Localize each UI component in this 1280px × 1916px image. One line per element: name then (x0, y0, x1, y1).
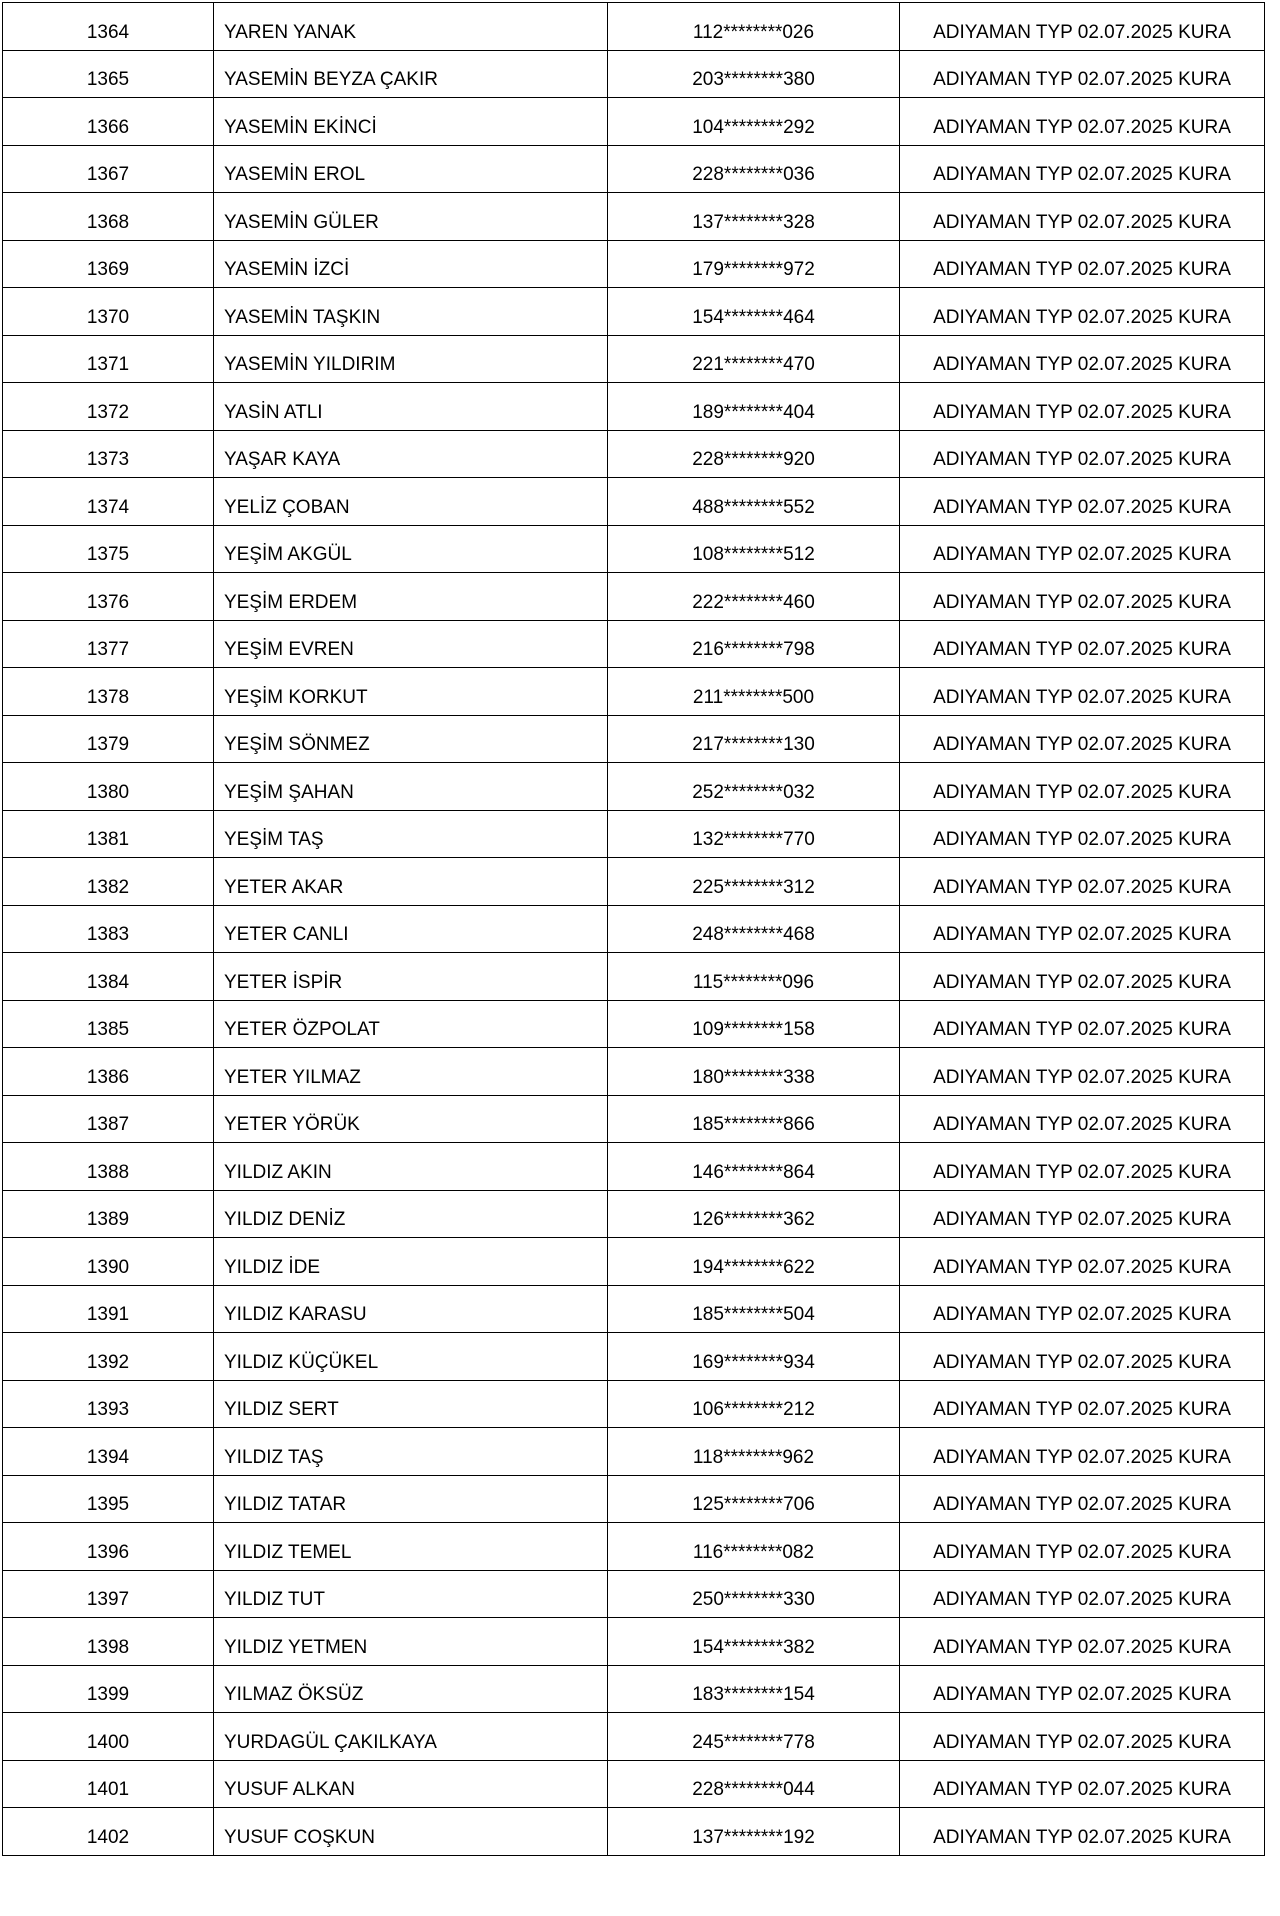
table-row (3, 193, 1265, 241)
masked-id-cell: 194********622 (608, 1238, 900, 1286)
full-name-cell: YILDIZ AKIN (214, 1143, 608, 1191)
lottery-info-cell: ADIYAMAN TYP 02.07.2025 KURA (900, 240, 1265, 288)
row-number-cell: 1401 (3, 1760, 214, 1808)
row-number-cell: 1400 (3, 1713, 214, 1761)
full-name-cell: YILDIZ TAŞ (214, 1428, 608, 1476)
row-number-cell: 1373 (3, 430, 214, 478)
row-number-cell: 1378 (3, 668, 214, 716)
table-row (3, 1570, 1265, 1618)
masked-id-cell: 116********082 (608, 1523, 900, 1571)
lottery-info-cell: ADIYAMAN TYP 02.07.2025 KURA (900, 193, 1265, 241)
masked-id-cell: 115********096 (608, 953, 900, 1001)
table-row (3, 1808, 1265, 1856)
masked-id-cell: 180********338 (608, 1048, 900, 1096)
masked-id-cell: 211********500 (608, 668, 900, 716)
masked-id-cell: 228********920 (608, 430, 900, 478)
lottery-info-cell: ADIYAMAN TYP 02.07.2025 KURA (900, 1143, 1265, 1191)
row-number-cell: 1390 (3, 1238, 214, 1286)
lottery-info-cell: ADIYAMAN TYP 02.07.2025 KURA (900, 478, 1265, 526)
row-number-cell: 1398 (3, 1618, 214, 1666)
lottery-info-cell: ADIYAMAN TYP 02.07.2025 KURA (900, 1333, 1265, 1381)
lottery-info-cell: ADIYAMAN TYP 02.07.2025 KURA (900, 1048, 1265, 1096)
lottery-info-cell: ADIYAMAN TYP 02.07.2025 KURA (900, 1570, 1265, 1618)
full-name-cell: YELİZ ÇOBAN (214, 478, 608, 526)
table-body (3, 3, 1265, 1856)
row-number-cell: 1393 (3, 1380, 214, 1428)
table-row (3, 715, 1265, 763)
masked-id-cell: 217********130 (608, 715, 900, 763)
row-number-cell: 1372 (3, 383, 214, 431)
row-number-cell: 1365 (3, 50, 214, 98)
row-number-cell: 1380 (3, 763, 214, 811)
full-name-cell: YEŞİM TAŞ (214, 810, 608, 858)
full-name-cell: YEŞİM ERDEM (214, 573, 608, 621)
table-row (3, 1000, 1265, 1048)
row-number-cell: 1391 (3, 1285, 214, 1333)
table-row (3, 1285, 1265, 1333)
row-number-cell: 1369 (3, 240, 214, 288)
lottery-info-cell: ADIYAMAN TYP 02.07.2025 KURA (900, 1285, 1265, 1333)
full-name-cell: YASEMİN EROL (214, 145, 608, 193)
lottery-info-cell: ADIYAMAN TYP 02.07.2025 KURA (900, 1475, 1265, 1523)
table-row (3, 1665, 1265, 1713)
full-name-cell: YEŞİM ŞAHAN (214, 763, 608, 811)
full-name-cell: YASEMİN TAŞKIN (214, 288, 608, 336)
masked-id-cell: 146********864 (608, 1143, 900, 1191)
masked-id-cell: 225********312 (608, 858, 900, 906)
table-row (3, 1238, 1265, 1286)
table-row (3, 1190, 1265, 1238)
lottery-info-cell: ADIYAMAN TYP 02.07.2025 KURA (900, 383, 1265, 431)
masked-id-cell: 222********460 (608, 573, 900, 621)
full-name-cell: YETER İSPİR (214, 953, 608, 1001)
row-number-cell: 1370 (3, 288, 214, 336)
full-name-cell: YAŞAR KAYA (214, 430, 608, 478)
table-row (3, 668, 1265, 716)
lottery-info-cell: ADIYAMAN TYP 02.07.2025 KURA (900, 1000, 1265, 1048)
row-number-cell: 1395 (3, 1475, 214, 1523)
lottery-info-cell: ADIYAMAN TYP 02.07.2025 KURA (900, 145, 1265, 193)
masked-id-cell: 216********798 (608, 620, 900, 668)
masked-id-cell: 245********778 (608, 1713, 900, 1761)
lottery-info-cell: ADIYAMAN TYP 02.07.2025 KURA (900, 1238, 1265, 1286)
full-name-cell: YILDIZ KÜÇÜKEL (214, 1333, 608, 1381)
lottery-info-cell: ADIYAMAN TYP 02.07.2025 KURA (900, 763, 1265, 811)
lottery-info-cell: ADIYAMAN TYP 02.07.2025 KURA (900, 668, 1265, 716)
masked-id-cell: 248********468 (608, 905, 900, 953)
table-row (3, 1095, 1265, 1143)
row-number-cell: 1381 (3, 810, 214, 858)
masked-id-cell: 185********866 (608, 1095, 900, 1143)
table-row (3, 1475, 1265, 1523)
masked-id-cell: 137********328 (608, 193, 900, 241)
lottery-info-cell: ADIYAMAN TYP 02.07.2025 KURA (900, 430, 1265, 478)
table-row (3, 905, 1265, 953)
row-number-cell: 1376 (3, 573, 214, 621)
full-name-cell: YILDIZ TUT (214, 1570, 608, 1618)
masked-id-cell: 109********158 (608, 1000, 900, 1048)
table-row (3, 1760, 1265, 1808)
full-name-cell: YASİN ATLI (214, 383, 608, 431)
full-name-cell: YILDIZ TEMEL (214, 1523, 608, 1571)
row-number-cell: 1379 (3, 715, 214, 763)
lottery-info-cell: ADIYAMAN TYP 02.07.2025 KURA (900, 1618, 1265, 1666)
masked-id-cell: 228********044 (608, 1760, 900, 1808)
table-row (3, 620, 1265, 668)
full-name-cell: YETER ÖZPOLAT (214, 1000, 608, 1048)
masked-id-cell: 118********962 (608, 1428, 900, 1476)
masked-id-cell: 203********380 (608, 50, 900, 98)
full-name-cell: YILDIZ KARASU (214, 1285, 608, 1333)
table-row (3, 573, 1265, 621)
table-row (3, 1380, 1265, 1428)
full-name-cell: YUSUF COŞKUN (214, 1808, 608, 1856)
table-row (3, 335, 1265, 383)
full-name-cell: YAREN YANAK (214, 3, 608, 51)
full-name-cell: YETER AKAR (214, 858, 608, 906)
table-row (3, 1618, 1265, 1666)
full-name-cell: YEŞİM EVREN (214, 620, 608, 668)
masked-id-cell: 252********032 (608, 763, 900, 811)
row-number-cell: 1388 (3, 1143, 214, 1191)
lottery-info-cell: ADIYAMAN TYP 02.07.2025 KURA (900, 1095, 1265, 1143)
table-row (3, 430, 1265, 478)
lottery-info-cell: ADIYAMAN TYP 02.07.2025 KURA (900, 288, 1265, 336)
row-number-cell: 1387 (3, 1095, 214, 1143)
full-name-cell: YILDIZ SERT (214, 1380, 608, 1428)
lottery-info-cell: ADIYAMAN TYP 02.07.2025 KURA (900, 1190, 1265, 1238)
row-number-cell: 1389 (3, 1190, 214, 1238)
table-row (3, 98, 1265, 146)
row-number-cell: 1368 (3, 193, 214, 241)
table-row (3, 50, 1265, 98)
lottery-info-cell: ADIYAMAN TYP 02.07.2025 KURA (900, 858, 1265, 906)
table-row (3, 1428, 1265, 1476)
masked-id-cell: 108********512 (608, 525, 900, 573)
full-name-cell: YILMAZ ÖKSÜZ (214, 1665, 608, 1713)
table-row (3, 1143, 1265, 1191)
lottery-results-table (2, 2, 1265, 1856)
table-row (3, 858, 1265, 906)
table-row (3, 240, 1265, 288)
row-number-cell: 1375 (3, 525, 214, 573)
masked-id-cell: 154********382 (608, 1618, 900, 1666)
lottery-info-cell: ADIYAMAN TYP 02.07.2025 KURA (900, 715, 1265, 763)
full-name-cell: YEŞİM KORKUT (214, 668, 608, 716)
masked-id-cell: 125********706 (608, 1475, 900, 1523)
row-number-cell: 1377 (3, 620, 214, 668)
masked-id-cell: 488********552 (608, 478, 900, 526)
full-name-cell: YASEMİN İZCİ (214, 240, 608, 288)
masked-id-cell: 154********464 (608, 288, 900, 336)
table-row (3, 1333, 1265, 1381)
lottery-info-cell: ADIYAMAN TYP 02.07.2025 KURA (900, 810, 1265, 858)
row-number-cell: 1394 (3, 1428, 214, 1476)
lottery-info-cell: ADIYAMAN TYP 02.07.2025 KURA (900, 1808, 1265, 1856)
row-number-cell: 1371 (3, 335, 214, 383)
row-number-cell: 1396 (3, 1523, 214, 1571)
table-row (3, 3, 1265, 51)
full-name-cell: YILDIZ YETMEN (214, 1618, 608, 1666)
row-number-cell: 1367 (3, 145, 214, 193)
lottery-info-cell: ADIYAMAN TYP 02.07.2025 KURA (900, 573, 1265, 621)
table-row (3, 953, 1265, 1001)
lottery-info-cell: ADIYAMAN TYP 02.07.2025 KURA (900, 1380, 1265, 1428)
masked-id-cell: 169********934 (608, 1333, 900, 1381)
lottery-info-cell: ADIYAMAN TYP 02.07.2025 KURA (900, 335, 1265, 383)
lottery-info-cell: ADIYAMAN TYP 02.07.2025 KURA (900, 1665, 1265, 1713)
masked-id-cell: 112********026 (608, 3, 900, 51)
lottery-info-cell: ADIYAMAN TYP 02.07.2025 KURA (900, 98, 1265, 146)
masked-id-cell: 185********504 (608, 1285, 900, 1333)
masked-id-cell: 221********470 (608, 335, 900, 383)
row-number-cell: 1397 (3, 1570, 214, 1618)
full-name-cell: YASEMİN YILDIRIM (214, 335, 608, 383)
row-number-cell: 1364 (3, 3, 214, 51)
lottery-info-cell: ADIYAMAN TYP 02.07.2025 KURA (900, 1523, 1265, 1571)
full-name-cell: YASEMİN GÜLER (214, 193, 608, 241)
table-row (3, 1048, 1265, 1096)
row-number-cell: 1392 (3, 1333, 214, 1381)
row-number-cell: 1366 (3, 98, 214, 146)
table-row (3, 763, 1265, 811)
masked-id-cell: 137********192 (608, 1808, 900, 1856)
table-row (3, 288, 1265, 336)
full-name-cell: YUSUF ALKAN (214, 1760, 608, 1808)
lottery-info-cell: ADIYAMAN TYP 02.07.2025 KURA (900, 3, 1265, 51)
masked-id-cell: 132********770 (608, 810, 900, 858)
full-name-cell: YETER YÖRÜK (214, 1095, 608, 1143)
masked-id-cell: 189********404 (608, 383, 900, 431)
row-number-cell: 1386 (3, 1048, 214, 1096)
table-row (3, 383, 1265, 431)
table-row (3, 1523, 1265, 1571)
lottery-info-cell: ADIYAMAN TYP 02.07.2025 KURA (900, 1428, 1265, 1476)
masked-id-cell: 106********212 (608, 1380, 900, 1428)
full-name-cell: YILDIZ İDE (214, 1238, 608, 1286)
table-row (3, 525, 1265, 573)
table-row (3, 478, 1265, 526)
row-number-cell: 1399 (3, 1665, 214, 1713)
row-number-cell: 1385 (3, 1000, 214, 1048)
row-number-cell: 1382 (3, 858, 214, 906)
masked-id-cell: 179********972 (608, 240, 900, 288)
full-name-cell: YILDIZ DENİZ (214, 1190, 608, 1238)
lottery-info-cell: ADIYAMAN TYP 02.07.2025 KURA (900, 525, 1265, 573)
full-name-cell: YASEMİN EKİNCİ (214, 98, 608, 146)
row-number-cell: 1374 (3, 478, 214, 526)
masked-id-cell: 228********036 (608, 145, 900, 193)
full-name-cell: YASEMİN BEYZA ÇAKIR (214, 50, 608, 98)
full-name-cell: YETER YILMAZ (214, 1048, 608, 1096)
lottery-info-cell: ADIYAMAN TYP 02.07.2025 KURA (900, 953, 1265, 1001)
table-row (3, 145, 1265, 193)
row-number-cell: 1384 (3, 953, 214, 1001)
lottery-info-cell: ADIYAMAN TYP 02.07.2025 KURA (900, 50, 1265, 98)
masked-id-cell: 126********362 (608, 1190, 900, 1238)
full-name-cell: YETER CANLI (214, 905, 608, 953)
full-name-cell: YEŞİM AKGÜL (214, 525, 608, 573)
masked-id-cell: 104********292 (608, 98, 900, 146)
table-row (3, 1713, 1265, 1761)
full-name-cell: YILDIZ TATAR (214, 1475, 608, 1523)
masked-id-cell: 250********330 (608, 1570, 900, 1618)
lottery-info-cell: ADIYAMAN TYP 02.07.2025 KURA (900, 905, 1265, 953)
masked-id-cell: 183********154 (608, 1665, 900, 1713)
lottery-info-cell: ADIYAMAN TYP 02.07.2025 KURA (900, 620, 1265, 668)
full-name-cell: YURDAGÜL ÇAKILKAYA (214, 1713, 608, 1761)
row-number-cell: 1402 (3, 1808, 214, 1856)
full-name-cell: YEŞİM SÖNMEZ (214, 715, 608, 763)
table-row (3, 810, 1265, 858)
lottery-info-cell: ADIYAMAN TYP 02.07.2025 KURA (900, 1713, 1265, 1761)
row-number-cell: 1383 (3, 905, 214, 953)
lottery-info-cell: ADIYAMAN TYP 02.07.2025 KURA (900, 1760, 1265, 1808)
